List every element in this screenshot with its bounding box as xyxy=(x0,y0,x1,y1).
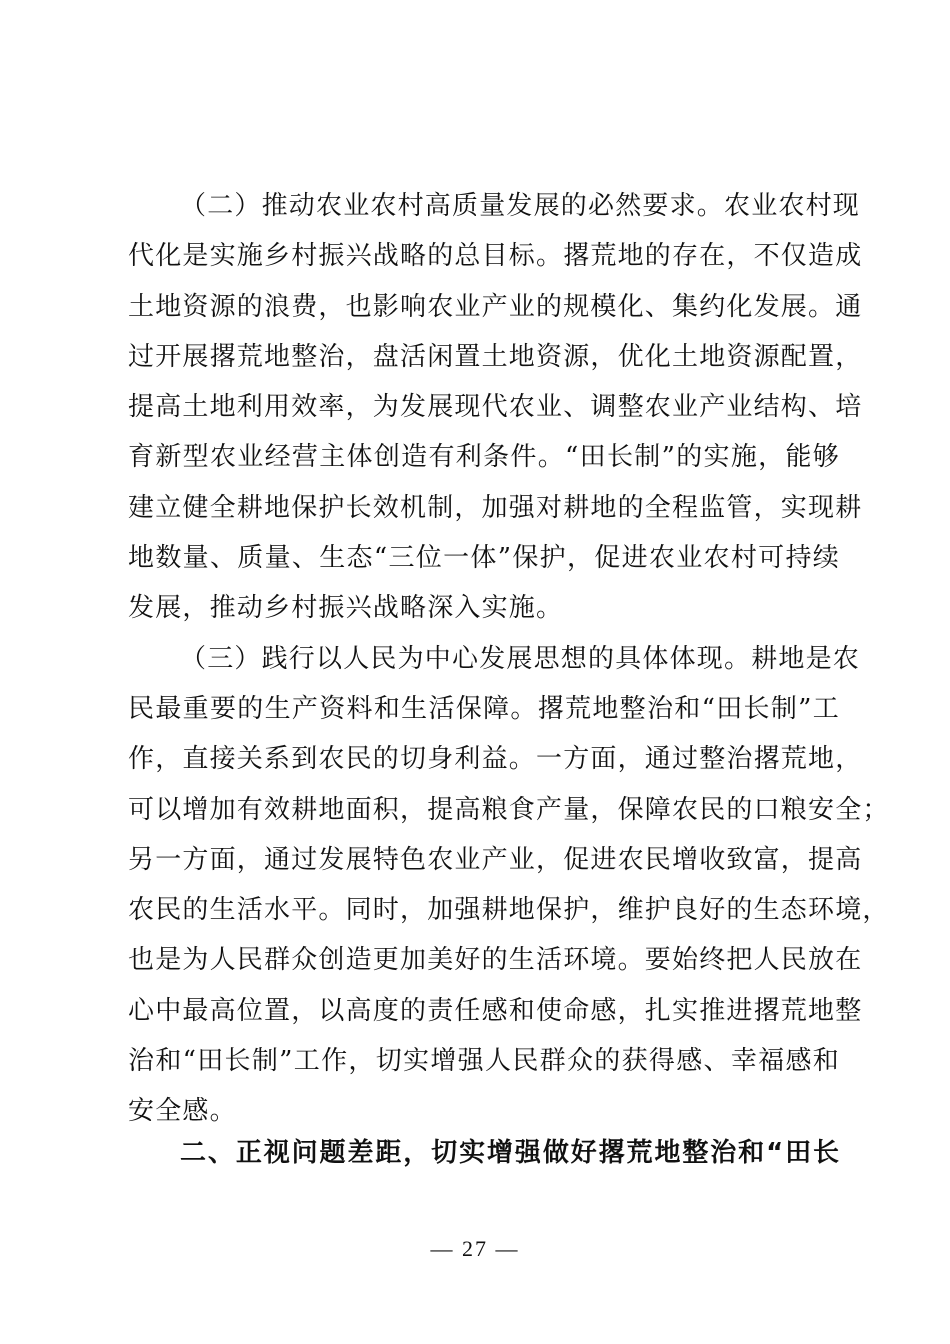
paragraph-line: （二）推动农业农村高质量发展的必然要求。农业农村现 xyxy=(180,191,861,221)
paragraph-line: 提高土地利用效率，为发展现代农业、调整农业产业结构、培 xyxy=(128,392,863,423)
paragraph-line: 发展，推动乡村振兴战略深入实施。 xyxy=(128,593,564,624)
paragraph-line: 心中最高位置，以高度的责任感和使命感，扎实推进撂荒地整 xyxy=(128,995,863,1026)
paragraph-line: 土地资源的浪费，也影响农业产业的规模化、集约化发展。通 xyxy=(128,291,863,322)
body-text xyxy=(128,181,890,1137)
paragraph-line: 也是为人民群众创造更加美好的生活环境。要始终把人民放在 xyxy=(128,945,863,976)
paragraph-line: （三）践行以人民为中心发展思想的具体体现。耕地是农 xyxy=(180,643,861,674)
paragraph-line: 治和“田长制”工作，切实增强人民群众的获得感、幸福感和 xyxy=(128,1046,840,1077)
paragraph-line: 育新型农业经营主体创造有利条件。“田长制”的实施，能够 xyxy=(128,442,840,473)
paragraph-line: 作，直接关系到农民的切身利益。一方面，通过整治撂荒地， xyxy=(128,744,863,775)
paragraph-line: 另一方面，通过发展特色农业产业，促进农民增收致富，提高 xyxy=(128,844,863,875)
paragraph-line: 代化是实施乡村振兴战略的总目标。撂荒地的存在，不仅造成 xyxy=(128,241,863,272)
paragraph-line: 可以增加有效耕地面积，提高粮食产量，保障农民的口粮安全； xyxy=(128,794,890,825)
paragraph-line: 民最重要的生产资料和生活保障。撂荒地整治和“田长制”工 xyxy=(128,693,840,724)
paragraph-line: 农民的生活水平。同时，加强耕地保护，维护良好的生态环境， xyxy=(128,895,890,926)
section-heading: 二、正视问题差距，切实增强做好撂荒地整治和“田长 xyxy=(180,1138,840,1168)
paragraph-line: 地数量、质量、生态“三位一体”保护，促进农业农村可持续 xyxy=(128,543,840,574)
paragraph-line: 安全感。 xyxy=(128,1096,237,1127)
page-number: — 27 — xyxy=(430,1236,520,1261)
paragraph-section-2 xyxy=(128,181,863,634)
paragraph-line: 过开展撂荒地整治，盘活闲置土地资源，优化土地资源配置， xyxy=(128,341,863,372)
paragraph-section-3 xyxy=(128,634,890,1137)
paragraph-line: 建立健全耕地保护长效机制，加强对耕地的全程监管，实现耕 xyxy=(128,492,863,523)
